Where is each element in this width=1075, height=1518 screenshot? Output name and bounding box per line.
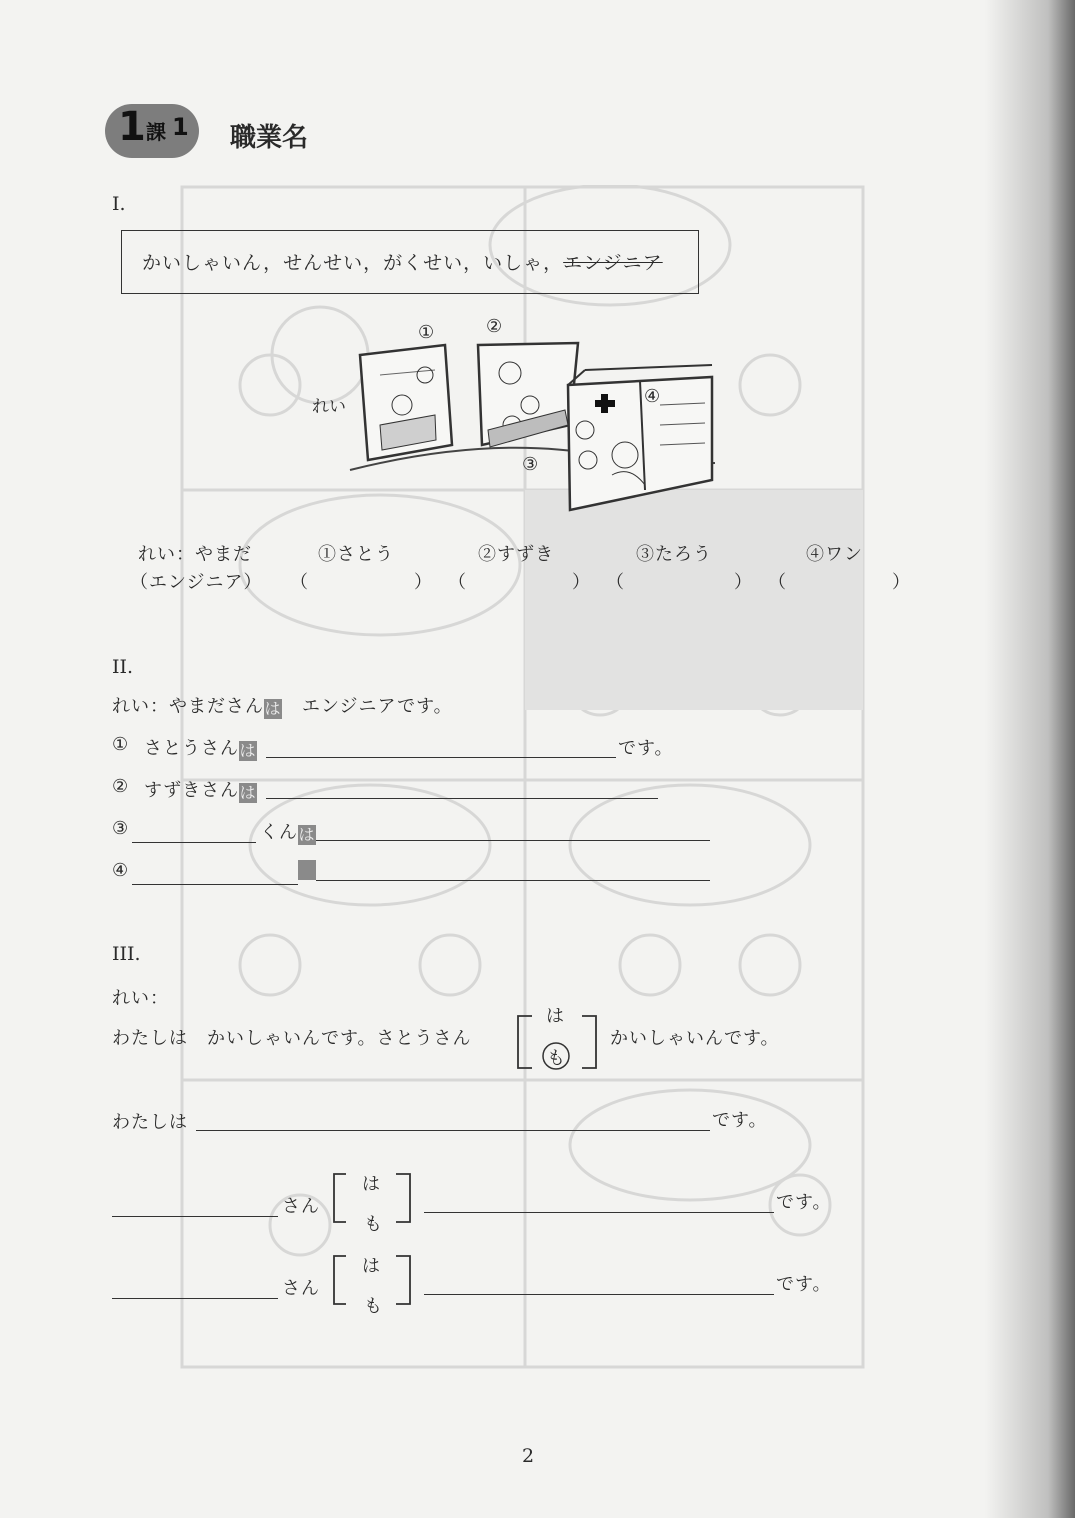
name-3: ③たろう [636, 544, 712, 565]
row-a-desu: です。 [776, 1192, 832, 1213]
answer-example: （エンジニア） [130, 572, 263, 593]
item-3-name-line[interactable] [132, 842, 256, 843]
illustration-marker-3: ③ [522, 454, 539, 475]
illustration-marker-1: ① [418, 322, 435, 343]
item-3 [260, 818, 316, 845]
name-4: ④ワン [806, 544, 863, 565]
row-a-answer-line[interactable] [424, 1212, 774, 1213]
lesson-kanji: 課 [146, 120, 166, 144]
particle-highlight: は [239, 783, 257, 802]
page-title: 職業名 [230, 123, 309, 153]
page-number: 2 [522, 1445, 535, 1467]
row-b-answer-line[interactable] [424, 1294, 774, 1295]
answer-4-close: ） [892, 572, 911, 593]
section-2-example [112, 692, 453, 719]
particle-blank-box[interactable] [298, 860, 316, 880]
answer-3-open: （ [606, 572, 625, 593]
my-sentence-desu: です。 [712, 1110, 768, 1131]
section-3-example-label: れい： [112, 988, 169, 1009]
item-4-answer-line[interactable] [316, 880, 710, 881]
example-prefix: れい：やまださん [112, 696, 264, 717]
item-1-suffix: です。 [618, 738, 674, 759]
row-b-san: さん [282, 1278, 320, 1299]
row-a-choice-top[interactable]: は [362, 1174, 381, 1195]
example-answer: エンジニアです。 [302, 696, 453, 717]
word-bank-crossed-word: エンジニア [563, 252, 663, 274]
item-2 [144, 776, 257, 803]
particle-highlight: は [298, 825, 316, 844]
row-b-desu: です。 [776, 1274, 832, 1295]
item-2-num: ② [112, 776, 130, 797]
item-1-text: さとうさん [144, 738, 239, 759]
answer-1-open: （ [290, 572, 309, 593]
occupation-illustration [340, 315, 720, 515]
section-3-example-lead: わたしは かいしゃいんです。さとうさん [112, 1028, 472, 1049]
section-3-label: III. [112, 943, 141, 965]
item-2-answer-line[interactable] [266, 798, 658, 799]
illustration-example-label: れい [312, 397, 346, 417]
item-3-num: ③ [112, 818, 130, 839]
item-1-answer-line[interactable] [266, 757, 616, 758]
answer-1-close: ） [414, 572, 433, 593]
row-b-choice-bottom[interactable]: も [364, 1296, 383, 1317]
item-2-text: すずきさん [144, 780, 240, 801]
item-1 [144, 734, 257, 761]
answer-3-close: ） [734, 572, 753, 593]
item-1-num: ① [112, 734, 130, 755]
lesson-number: 1 [118, 104, 146, 150]
choice-top: は [546, 1006, 565, 1027]
illustration-marker-4: ④ [644, 386, 661, 407]
my-occupation-line[interactable] [196, 1130, 710, 1131]
answer-2-open: （ [448, 572, 467, 593]
particle-highlight: は [264, 699, 282, 718]
choice-bottom-circled: も [547, 1048, 566, 1069]
item-4-name-line[interactable] [132, 884, 298, 885]
item-4-num: ④ [112, 860, 130, 881]
name-example: れい：やまだ [138, 544, 252, 565]
particle-highlight: は [239, 741, 257, 760]
my-sentence-prefix: わたしは [112, 1112, 188, 1133]
word-bank-box [121, 230, 699, 294]
name-1: ①さとう [318, 544, 394, 565]
row-a-san: さん [282, 1196, 320, 1217]
row-a-name-line[interactable] [112, 1216, 278, 1217]
row-b-choice-top[interactable]: は [362, 1256, 381, 1277]
part-number: 1 [172, 113, 189, 141]
section-2-label: II. [112, 656, 134, 678]
section-1-label: I. [112, 193, 126, 215]
name-2: ②すずき [478, 544, 555, 565]
item-3-answer-line[interactable] [316, 840, 710, 841]
section-3-example-tail: かいしゃいんです。 [610, 1028, 780, 1049]
answer-4-open: （ [768, 572, 787, 593]
page-edge-shadow [985, 0, 1075, 1518]
illustration-marker-2: ② [486, 316, 503, 337]
word-bank-words: かいしゃいん，せんせい，がくせい，いしゃ， [142, 252, 564, 274]
item-3-text: くん [260, 822, 298, 843]
answer-2-close: ） [572, 572, 591, 593]
row-b-name-line[interactable] [112, 1298, 278, 1299]
row-a-choice-bottom[interactable]: も [364, 1214, 383, 1235]
